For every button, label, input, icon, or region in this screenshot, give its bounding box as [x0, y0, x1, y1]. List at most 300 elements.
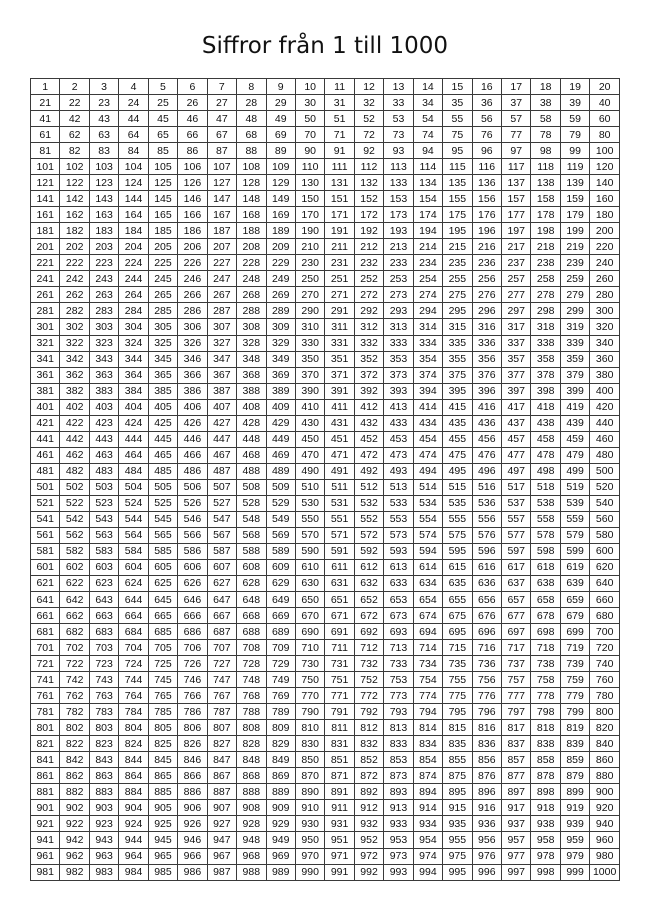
grid-cell: 108	[237, 159, 266, 175]
grid-cell: 223	[89, 255, 118, 271]
grid-cell: 998	[531, 864, 560, 880]
grid-cell: 188	[237, 223, 266, 239]
grid-row	[31, 608, 620, 624]
grid-cell: 380	[590, 367, 620, 383]
grid-cell: 24	[119, 95, 148, 111]
grid-cell: 774	[413, 688, 442, 704]
grid-cell: 981	[31, 864, 60, 880]
grid-row	[31, 864, 620, 880]
grid-cell: 249	[266, 271, 295, 287]
grid-cell: 686	[178, 624, 207, 640]
grid-cell: 170	[295, 207, 324, 223]
grid-cell: 274	[413, 287, 442, 303]
grid-cell: 231	[325, 255, 354, 271]
grid-cell: 158	[531, 191, 560, 207]
grid-cell: 621	[31, 575, 60, 591]
grid-cell: 447	[207, 431, 236, 447]
grid-cell: 683	[89, 624, 118, 640]
grid-cell: 296	[472, 303, 501, 319]
grid-cell: 544	[119, 511, 148, 527]
grid-cell: 449	[266, 431, 295, 447]
grid-cell: 481	[31, 463, 60, 479]
grid-cell: 925	[148, 816, 177, 832]
grid-cell: 587	[207, 543, 236, 559]
grid-cell: 500	[590, 463, 620, 479]
grid-cell: 325	[148, 335, 177, 351]
grid-cell: 884	[119, 784, 148, 800]
grid-cell: 338	[531, 335, 560, 351]
grid-cell: 507	[207, 479, 236, 495]
grid-cell: 739	[560, 656, 589, 672]
grid-cell: 903	[89, 800, 118, 816]
grid-cell: 396	[472, 383, 501, 399]
grid-cell: 560	[590, 511, 620, 527]
grid-cell: 594	[413, 543, 442, 559]
grid-cell: 565	[148, 527, 177, 543]
grid-cell: 625	[148, 575, 177, 591]
grid-cell: 701	[31, 640, 60, 656]
grid-cell: 93	[384, 143, 413, 159]
grid-cell: 330	[295, 335, 324, 351]
grid-cell: 242	[60, 271, 89, 287]
grid-cell: 171	[325, 207, 354, 223]
grid-cell: 856	[472, 752, 501, 768]
grid-cell: 287	[207, 303, 236, 319]
grid-cell: 754	[413, 672, 442, 688]
grid-cell: 390	[295, 383, 324, 399]
grid-row	[31, 704, 620, 720]
grid-cell: 254	[413, 271, 442, 287]
grid-cell: 90	[295, 143, 324, 159]
grid-cell: 691	[325, 624, 354, 640]
grid-cell: 444	[119, 431, 148, 447]
grid-cell: 248	[237, 271, 266, 287]
grid-cell: 190	[295, 223, 324, 239]
grid-row	[31, 543, 620, 559]
grid-cell: 678	[531, 608, 560, 624]
grid-cell: 614	[413, 559, 442, 575]
grid-cell: 224	[119, 255, 148, 271]
grid-cell: 527	[207, 495, 236, 511]
grid-cell: 743	[89, 672, 118, 688]
grid-cell: 662	[60, 608, 89, 624]
grid-cell: 759	[560, 672, 589, 688]
grid-cell: 172	[354, 207, 383, 223]
grid-cell: 762	[60, 688, 89, 704]
grid-cell: 926	[178, 816, 207, 832]
grid-cell: 452	[354, 431, 383, 447]
grid-cell: 5	[148, 79, 177, 95]
grid-cell: 336	[472, 335, 501, 351]
grid-cell: 964	[119, 848, 148, 864]
grid-row	[31, 575, 620, 591]
grid-cell: 550	[295, 511, 324, 527]
grid-cell: 542	[60, 511, 89, 527]
grid-cell: 823	[89, 736, 118, 752]
grid-cell: 168	[237, 207, 266, 223]
grid-cell: 767	[207, 688, 236, 704]
number-grid	[30, 78, 620, 881]
grid-cell: 927	[207, 816, 236, 832]
grid-cell: 623	[89, 575, 118, 591]
grid-cell: 428	[237, 415, 266, 431]
grid-cell: 503	[89, 479, 118, 495]
grid-cell: 829	[266, 736, 295, 752]
grid-cell: 206	[178, 239, 207, 255]
grid-cell: 914	[413, 800, 442, 816]
grid-cell: 672	[354, 608, 383, 624]
grid-row	[31, 111, 620, 127]
grid-cell: 536	[472, 495, 501, 511]
grid-cell: 671	[325, 608, 354, 624]
grid-cell: 989	[266, 864, 295, 880]
grid-cell: 537	[502, 495, 531, 511]
grid-cell: 303	[89, 319, 118, 335]
grid-row	[31, 656, 620, 672]
grid-row	[31, 688, 620, 704]
grid-cell: 726	[178, 656, 207, 672]
grid-cell: 130	[295, 175, 324, 191]
grid-cell: 92	[354, 143, 383, 159]
grid-cell: 540	[590, 495, 620, 511]
grid-cell: 824	[119, 736, 148, 752]
grid-cell: 634	[413, 575, 442, 591]
grid-cell: 693	[384, 624, 413, 640]
grid-cell: 790	[295, 704, 324, 720]
grid-cell: 822	[60, 736, 89, 752]
grid-row	[31, 255, 620, 271]
grid-cell: 638	[531, 575, 560, 591]
grid-cell: 299	[560, 303, 589, 319]
grid-cell: 970	[295, 848, 324, 864]
grid-cell: 44	[119, 111, 148, 127]
grid-cell: 570	[295, 527, 324, 543]
grid-cell: 655	[443, 592, 472, 608]
grid-cell: 626	[178, 575, 207, 591]
grid-cell: 613	[384, 559, 413, 575]
grid-cell: 564	[119, 527, 148, 543]
grid-cell: 576	[472, 527, 501, 543]
grid-cell: 236	[472, 255, 501, 271]
grid-cell: 659	[560, 592, 589, 608]
grid-cell: 631	[325, 575, 354, 591]
grid-cell: 573	[384, 527, 413, 543]
grid-cell: 644	[119, 592, 148, 608]
grid-cell: 552	[354, 511, 383, 527]
grid-cell: 801	[31, 720, 60, 736]
grid-cell: 491	[325, 463, 354, 479]
grid-cell: 879	[560, 768, 589, 784]
grid-cell: 366	[178, 367, 207, 383]
grid-cell: 724	[119, 656, 148, 672]
grid-cell: 207	[207, 239, 236, 255]
grid-cell: 968	[237, 848, 266, 864]
grid-cell: 423	[89, 415, 118, 431]
grid-cell: 498	[531, 463, 560, 479]
grid-cell: 30	[295, 95, 324, 111]
grid-cell: 994	[413, 864, 442, 880]
grid-cell: 97	[502, 143, 531, 159]
grid-cell: 20	[590, 79, 620, 95]
grid-cell: 133	[384, 175, 413, 191]
grid-cell: 367	[207, 367, 236, 383]
grid-cell: 660	[590, 592, 620, 608]
grid-cell: 157	[502, 191, 531, 207]
grid-cell: 228	[237, 255, 266, 271]
grid-row	[31, 736, 620, 752]
grid-cell: 317	[502, 319, 531, 335]
grid-cell: 204	[119, 239, 148, 255]
grid-cell: 339	[560, 335, 589, 351]
grid-cell: 294	[413, 303, 442, 319]
grid-cell: 835	[443, 736, 472, 752]
grid-cell: 219	[560, 239, 589, 255]
grid-cell: 592	[354, 543, 383, 559]
grid-cell: 278	[531, 287, 560, 303]
grid-cell: 235	[443, 255, 472, 271]
grid-cell: 881	[31, 784, 60, 800]
grid-row	[31, 832, 620, 848]
grid-cell: 951	[325, 832, 354, 848]
grid-row	[31, 784, 620, 800]
grid-cell: 125	[148, 175, 177, 191]
grid-cell: 70	[295, 127, 324, 143]
grid-cell: 661	[31, 608, 60, 624]
grid-cell: 46	[178, 111, 207, 127]
grid-cell: 311	[325, 319, 354, 335]
grid-cell: 196	[472, 223, 501, 239]
grid-cell: 135	[443, 175, 472, 191]
grid-cell: 436	[472, 415, 501, 431]
grid-cell: 17	[502, 79, 531, 95]
grid-cell: 735	[443, 656, 472, 672]
grid-cell: 932	[354, 816, 383, 832]
grid-cell: 50	[295, 111, 324, 127]
grid-cell: 588	[237, 543, 266, 559]
grid-cell: 289	[266, 303, 295, 319]
grid-cell: 840	[590, 736, 620, 752]
grid-row	[31, 800, 620, 816]
grid-cell: 995	[443, 864, 472, 880]
grid-cell: 63	[89, 127, 118, 143]
grid-cell: 264	[119, 287, 148, 303]
grid-cell: 284	[119, 303, 148, 319]
grid-cell: 458	[531, 431, 560, 447]
grid-cell: 684	[119, 624, 148, 640]
grid-cell: 471	[325, 447, 354, 463]
grid-cell: 508	[237, 479, 266, 495]
grid-cell: 965	[148, 848, 177, 864]
grid-cell: 433	[384, 415, 413, 431]
grid-cell: 221	[31, 255, 60, 271]
grid-cell: 371	[325, 367, 354, 383]
grid-cell: 814	[413, 720, 442, 736]
grid-cell: 841	[31, 752, 60, 768]
grid-cell: 122	[60, 175, 89, 191]
grid-cell: 176	[472, 207, 501, 223]
grid-cell: 372	[354, 367, 383, 383]
grid-cell: 191	[325, 223, 354, 239]
grid-cell: 292	[354, 303, 383, 319]
grid-cell: 486	[178, 463, 207, 479]
grid-cell: 810	[295, 720, 324, 736]
grid-row	[31, 559, 620, 575]
grid-cell: 531	[325, 495, 354, 511]
grid-cell: 58	[531, 111, 560, 127]
grid-cell: 326	[178, 335, 207, 351]
grid-cell: 107	[207, 159, 236, 175]
grid-cell: 56	[472, 111, 501, 127]
grid-cell: 41	[31, 111, 60, 127]
grid-cell: 758	[531, 672, 560, 688]
grid-row	[31, 720, 620, 736]
grid-cell: 259	[560, 271, 589, 287]
grid-cell: 828	[237, 736, 266, 752]
grid-cell: 476	[472, 447, 501, 463]
grid-cell: 152	[354, 191, 383, 207]
grid-cell: 462	[60, 447, 89, 463]
grid-cell: 488	[237, 463, 266, 479]
grid-cell: 285	[148, 303, 177, 319]
grid-cell: 320	[590, 319, 620, 335]
grid-cell: 442	[60, 431, 89, 447]
grid-cell: 154	[413, 191, 442, 207]
grid-row	[31, 672, 620, 688]
grid-cell: 375	[443, 367, 472, 383]
grid-cell: 695	[443, 624, 472, 640]
grid-cell: 799	[560, 704, 589, 720]
grid-cell: 49	[266, 111, 295, 127]
grid-cell: 582	[60, 543, 89, 559]
grid-cell: 360	[590, 351, 620, 367]
grid-cell: 160	[590, 191, 620, 207]
grid-cell: 167	[207, 207, 236, 223]
grid-cell: 510	[295, 479, 324, 495]
grid-row	[31, 303, 620, 319]
grid-cell: 427	[207, 415, 236, 431]
grid-cell: 262	[60, 287, 89, 303]
grid-cell: 689	[266, 624, 295, 640]
grid-cell: 363	[89, 367, 118, 383]
grid-cell: 760	[590, 672, 620, 688]
grid-cell: 848	[237, 752, 266, 768]
grid-cell: 897	[502, 784, 531, 800]
grid-cell: 253	[384, 271, 413, 287]
grid-cell: 276	[472, 287, 501, 303]
grid-cell: 123	[89, 175, 118, 191]
grid-cell: 445	[148, 431, 177, 447]
grid-cell: 415	[443, 399, 472, 415]
grid-cell: 736	[472, 656, 501, 672]
grid-cell: 816	[472, 720, 501, 736]
grid-cell: 980	[590, 848, 620, 864]
grid-cell: 485	[148, 463, 177, 479]
grid-cell: 290	[295, 303, 324, 319]
grid-cell: 261	[31, 287, 60, 303]
grid-row	[31, 399, 620, 415]
grid-cell: 643	[89, 592, 118, 608]
grid-cell: 404	[119, 399, 148, 415]
grid-cell: 106	[178, 159, 207, 175]
grid-cell: 988	[237, 864, 266, 880]
grid-cell: 793	[384, 704, 413, 720]
grid-cell: 400	[590, 383, 620, 399]
grid-cell: 422	[60, 415, 89, 431]
grid-cell: 948	[237, 832, 266, 848]
grid-cell: 959	[560, 832, 589, 848]
grid-cell: 608	[237, 559, 266, 575]
grid-cell: 752	[354, 672, 383, 688]
grid-cell: 857	[502, 752, 531, 768]
grid-cell: 406	[178, 399, 207, 415]
grid-cell: 893	[384, 784, 413, 800]
grid-cell: 669	[266, 608, 295, 624]
grid-cell: 419	[560, 399, 589, 415]
grid-cell: 845	[148, 752, 177, 768]
grid-cell: 386	[178, 383, 207, 399]
grid-cell: 306	[178, 319, 207, 335]
grid-cell: 796	[472, 704, 501, 720]
grid-cell: 960	[590, 832, 620, 848]
grid-cell: 649	[266, 592, 295, 608]
grid-cell: 546	[178, 511, 207, 527]
grid-cell: 461	[31, 447, 60, 463]
grid-cell: 559	[560, 511, 589, 527]
grid-cell: 128	[237, 175, 266, 191]
grid-cell: 918	[531, 800, 560, 816]
grid-cell: 901	[31, 800, 60, 816]
grid-cell: 719	[560, 640, 589, 656]
grid-cell: 742	[60, 672, 89, 688]
grid-cell: 911	[325, 800, 354, 816]
grid-cell: 34	[413, 95, 442, 111]
grid-cell: 520	[590, 479, 620, 495]
grid-cell: 212	[354, 239, 383, 255]
grid-cell: 319	[560, 319, 589, 335]
grid-cell: 548	[237, 511, 266, 527]
grid-cell: 113	[384, 159, 413, 175]
grid-cell: 121	[31, 175, 60, 191]
grid-cell: 66	[178, 127, 207, 143]
grid-cell: 410	[295, 399, 324, 415]
grid-cell: 105	[148, 159, 177, 175]
grid-cell: 532	[354, 495, 383, 511]
grid-cell: 598	[531, 543, 560, 559]
grid-cell: 347	[207, 351, 236, 367]
grid-cell: 459	[560, 431, 589, 447]
grid-cell: 558	[531, 511, 560, 527]
grid-cell: 525	[148, 495, 177, 511]
grid-row	[31, 752, 620, 768]
grid-cell: 288	[237, 303, 266, 319]
grid-cell: 270	[295, 287, 324, 303]
grid-cell: 291	[325, 303, 354, 319]
grid-cell: 852	[354, 752, 383, 768]
grid-cell: 861	[31, 768, 60, 784]
grid-cell: 145	[148, 191, 177, 207]
grid-cell: 251	[325, 271, 354, 287]
grid-cell: 954	[413, 832, 442, 848]
grid-cell: 495	[443, 463, 472, 479]
grid-cell: 302	[60, 319, 89, 335]
grid-cell: 663	[89, 608, 118, 624]
grid-cell: 166	[178, 207, 207, 223]
grid-cell: 986	[178, 864, 207, 880]
grid-cell: 309	[266, 319, 295, 335]
grid-cell: 827	[207, 736, 236, 752]
grid-row	[31, 239, 620, 255]
grid-cell: 402	[60, 399, 89, 415]
